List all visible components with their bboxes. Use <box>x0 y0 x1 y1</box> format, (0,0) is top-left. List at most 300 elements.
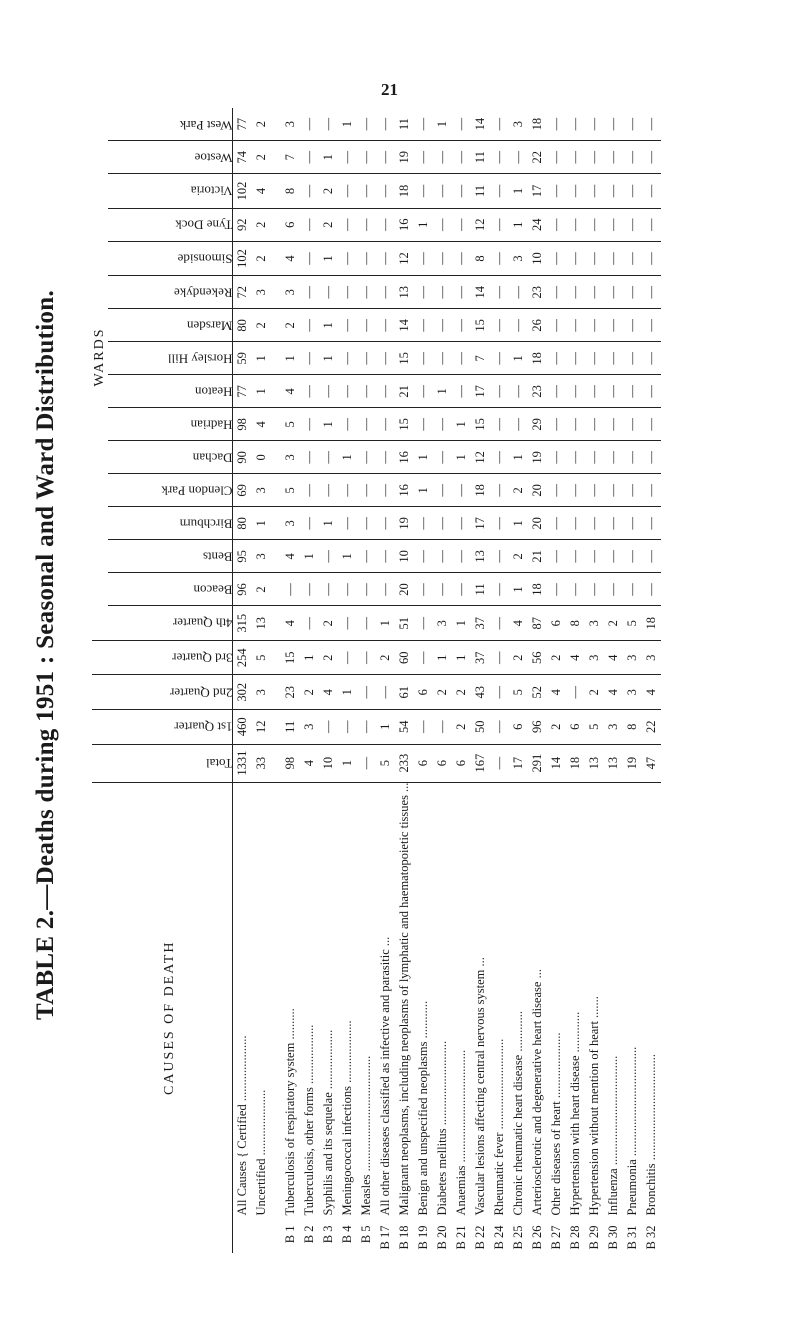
table-cell: 3 <box>585 606 604 641</box>
table-cell: — <box>338 507 357 540</box>
table-cell: — <box>566 342 585 375</box>
table-cell: — <box>357 573 376 606</box>
table-cell: 33 <box>252 744 271 782</box>
table-cell: — <box>623 507 642 540</box>
table-cell: 1 <box>509 208 528 241</box>
table-row <box>585 108 604 1253</box>
table-cell: 1 <box>338 675 357 710</box>
cause-label: Influenza ................................... <box>606 1055 620 1216</box>
table-cell: 2 <box>319 174 338 209</box>
table-cell: 1 <box>252 375 271 408</box>
table-cell: — <box>604 573 623 606</box>
table-cell: — <box>490 309 509 342</box>
table-cell: — <box>357 540 376 573</box>
table-cell: 19 <box>528 441 547 474</box>
table-cell: 7 <box>471 342 490 375</box>
table-cell: — <box>623 375 642 408</box>
table-cell: — <box>357 675 376 710</box>
table-cell: 4 <box>604 640 623 675</box>
table-cell: 1 <box>319 309 338 342</box>
table-cell: — <box>338 174 357 209</box>
table-cell: — <box>414 174 433 209</box>
column-header: Westoe <box>108 141 233 174</box>
table-cell: 2 <box>585 675 604 710</box>
table-cell: — <box>547 375 566 408</box>
table-cell: — <box>452 309 471 342</box>
cause-code: B 2 <box>302 1225 316 1244</box>
table-cell: — <box>433 309 452 342</box>
table-cell: 2 <box>252 208 271 241</box>
table-cell: — <box>642 441 661 474</box>
table-cell: — <box>376 375 395 408</box>
table-cell: 1 <box>319 141 338 174</box>
table-cell: — <box>566 208 585 241</box>
table-cell: 2 <box>376 640 395 675</box>
table-cell: — <box>300 342 319 375</box>
table-cell: 2 <box>452 675 471 710</box>
table-row <box>357 108 376 1253</box>
table-cell: — <box>414 408 433 441</box>
table-cell: 15 <box>395 408 414 441</box>
table-cell: — <box>547 342 566 375</box>
table-cell: — <box>547 573 566 606</box>
table-cell: 2 <box>300 675 319 710</box>
column-header: 4th Quarter <box>108 606 233 641</box>
table-cell: — <box>338 342 357 375</box>
table-cell: — <box>547 108 566 141</box>
table-cell: 11 <box>471 174 490 209</box>
table-cell: 5 <box>585 710 604 745</box>
table-cell: 19 <box>395 141 414 174</box>
column-header: Beacon <box>108 573 233 606</box>
table-cell: — <box>623 441 642 474</box>
table-cell: 167 <box>471 744 490 782</box>
table-cell: 6 <box>414 675 433 710</box>
table-cell: 14 <box>395 309 414 342</box>
table-cell: 23 <box>281 675 300 710</box>
table-cell: — <box>623 241 642 276</box>
table-cell: 19 <box>395 507 414 540</box>
table-cell: — <box>433 276 452 309</box>
table-cell: 13 <box>604 744 623 782</box>
table-cell: — <box>623 342 642 375</box>
table-cell: — <box>376 474 395 507</box>
table-cell: — <box>547 276 566 309</box>
table-cell: — <box>585 108 604 141</box>
table-cell: 12 <box>471 441 490 474</box>
table-cell: — <box>433 441 452 474</box>
table-cell: — <box>338 309 357 342</box>
table-cell: — <box>642 573 661 606</box>
table-cell: 1 <box>300 540 319 573</box>
table-cell: — <box>433 208 452 241</box>
table-cell: 4 <box>642 675 661 710</box>
table-cell: 2 <box>252 573 271 606</box>
table-cell: 10 <box>319 744 338 782</box>
table-cell: — <box>642 174 661 209</box>
table-cell: 3 <box>252 675 271 710</box>
table-cell: — <box>566 540 585 573</box>
table-cell: 1 <box>376 606 395 641</box>
table-cell: — <box>414 276 433 309</box>
table-cell: — <box>642 507 661 540</box>
table-cell: — <box>547 507 566 540</box>
table-cell: 80 <box>233 507 253 540</box>
table-cell: 5 <box>252 640 271 675</box>
table-cell: 102 <box>233 241 253 276</box>
column-header: Hadrian <box>108 408 233 441</box>
table-cell: — <box>642 141 661 174</box>
table-cell: 1 <box>338 744 357 782</box>
table-cell: — <box>300 474 319 507</box>
table-cell: — <box>547 309 566 342</box>
table-cell: 51 <box>395 606 414 641</box>
table-cell: 6 <box>281 208 300 241</box>
table-cell: 2 <box>281 309 300 342</box>
table-cell: — <box>414 309 433 342</box>
gap-row <box>271 108 281 1253</box>
column-header: Tyne Dock <box>108 208 233 241</box>
cause-code: B 20 <box>435 1225 449 1250</box>
table-cell: 14 <box>547 744 566 782</box>
table-cell: — <box>433 408 452 441</box>
table-cell: 1 <box>452 606 471 641</box>
table-cell: 4 <box>566 640 585 675</box>
table-cell: — <box>357 606 376 641</box>
table-cell: — <box>452 208 471 241</box>
table-cell: 50 <box>471 710 490 745</box>
table-cell: 17 <box>509 744 528 782</box>
table-cell: 1 <box>338 540 357 573</box>
column-header: Bents <box>108 540 233 573</box>
table-cell: 2 <box>252 309 271 342</box>
table-cell: — <box>338 208 357 241</box>
table-cell: 69 <box>233 474 253 507</box>
cause-label: Meningococcal infections .................... <box>340 1020 354 1216</box>
table-row <box>414 108 433 1253</box>
table-cell: 17 <box>528 174 547 209</box>
table-cell: — <box>376 342 395 375</box>
table-cell: 2 <box>604 606 623 641</box>
table-cell: 11 <box>471 573 490 606</box>
table-cell: — <box>357 241 376 276</box>
table-cell: — <box>452 540 471 573</box>
table-cell: 22 <box>528 141 547 174</box>
table-cell: — <box>623 408 642 441</box>
table-cell: 5 <box>281 474 300 507</box>
table-cell: 2 <box>547 710 566 745</box>
table-cell: — <box>623 108 642 141</box>
table-cell: — <box>585 208 604 241</box>
table-cell: — <box>357 474 376 507</box>
table-cell: — <box>604 342 623 375</box>
table-cell: — <box>433 474 452 507</box>
table-cell: 29 <box>528 408 547 441</box>
table-cell: 1 <box>452 441 471 474</box>
table-cell: 20 <box>528 507 547 540</box>
table-cell: — <box>357 507 376 540</box>
table-cell: — <box>452 474 471 507</box>
table-cell: — <box>319 375 338 408</box>
table-cell: — <box>319 474 338 507</box>
table-cell: — <box>490 241 509 276</box>
table-cell: — <box>585 408 604 441</box>
cause-label: Chronic rheumatic heart disease ............. <box>511 1011 525 1216</box>
table-title-text: TABLE 2.—Deaths during 1951 : Seasonal and Ward Distribution. <box>32 289 59 1021</box>
table-cell: — <box>623 276 642 309</box>
table-cell: — <box>585 540 604 573</box>
table-cell: — <box>642 276 661 309</box>
table-cell: 18 <box>528 108 547 141</box>
table-cell: — <box>490 744 509 782</box>
table-cell: 3 <box>281 276 300 309</box>
table-cell: — <box>490 342 509 375</box>
table-cell: — <box>300 507 319 540</box>
cause-code: B 29 <box>587 1225 601 1250</box>
table-cell: 1 <box>433 375 452 408</box>
table-cell: — <box>452 342 471 375</box>
table-cell: — <box>490 675 509 710</box>
table-row <box>566 108 585 1253</box>
table-cell: 291 <box>528 744 547 782</box>
table-row <box>471 108 490 1253</box>
column-header: West Park <box>108 108 233 141</box>
table-cell: 6 <box>566 710 585 745</box>
table-cell: 4 <box>281 375 300 408</box>
table-cell: — <box>604 241 623 276</box>
table-row <box>528 108 547 1253</box>
table-cell: 13 <box>471 540 490 573</box>
table-cell: — <box>452 507 471 540</box>
table-cell: — <box>376 408 395 441</box>
table-cell: — <box>319 108 338 141</box>
table-cell: 14 <box>471 276 490 309</box>
header-row <box>108 108 233 1253</box>
table-cell: — <box>623 573 642 606</box>
table-cell: — <box>357 710 376 745</box>
table-cell: 16 <box>395 441 414 474</box>
cause-code: B 27 <box>549 1225 563 1250</box>
table-cell: — <box>357 441 376 474</box>
table-cell: — <box>300 408 319 441</box>
table-cell: 13 <box>585 744 604 782</box>
table-cell: 37 <box>471 606 490 641</box>
table-cell: — <box>433 573 452 606</box>
table-cell: — <box>623 540 642 573</box>
table-cell: — <box>490 276 509 309</box>
table-cell: — <box>300 606 319 641</box>
table-cell: 302 <box>233 675 253 710</box>
table-cell: 24 <box>528 208 547 241</box>
table-cell: 60 <box>395 640 414 675</box>
table-cell: — <box>642 108 661 141</box>
table-row <box>376 108 395 1253</box>
table-cell: 1 <box>414 208 433 241</box>
cause-code: B 31 <box>625 1225 639 1250</box>
table-cell: 13 <box>252 606 271 641</box>
table-cell: 96 <box>233 573 253 606</box>
table-cell: — <box>604 309 623 342</box>
table-cell: 54 <box>395 710 414 745</box>
table-cell: — <box>566 474 585 507</box>
cause-code: B 32 <box>644 1225 658 1250</box>
table-cell: — <box>357 408 376 441</box>
table-cell: — <box>357 208 376 241</box>
table-cell: 11 <box>471 141 490 174</box>
cause-label: Benign and unspecified neoplasms ............ <box>416 1000 430 1216</box>
table-cell: 6 <box>452 744 471 782</box>
table-cell: 2 <box>509 474 528 507</box>
table-cell: 3 <box>281 507 300 540</box>
table-cell: — <box>585 375 604 408</box>
table-cell: — <box>490 540 509 573</box>
table-cell: — <box>414 241 433 276</box>
table-cell: 4 <box>604 675 623 710</box>
table-cell: — <box>338 606 357 641</box>
table-cell: 3 <box>509 241 528 276</box>
table-cell: 17 <box>471 375 490 408</box>
table-cell: — <box>490 375 509 408</box>
table-cell: — <box>604 474 623 507</box>
cause-label: Hypertension with heart disease ............. <box>568 1011 582 1216</box>
table-cell: 1 <box>414 474 433 507</box>
table-cell: 15 <box>471 408 490 441</box>
table-cell: 1331 <box>233 744 253 782</box>
table-cell: — <box>490 507 509 540</box>
table-cell: 1 <box>319 241 338 276</box>
table-cell: 6 <box>433 744 452 782</box>
table-cell: 315 <box>233 606 253 641</box>
table-cell: — <box>566 276 585 309</box>
table-cell: — <box>604 174 623 209</box>
table-cell: 1 <box>509 507 528 540</box>
table-cell: 4 <box>281 241 300 276</box>
table-cell: 77 <box>233 108 253 141</box>
table-cell: — <box>433 540 452 573</box>
table-cell: — <box>338 474 357 507</box>
table-cell: 3 <box>252 474 271 507</box>
table-cell: — <box>376 573 395 606</box>
table-cell: — <box>376 309 395 342</box>
table-cell: — <box>566 375 585 408</box>
table-cell: — <box>300 141 319 174</box>
table-cell: 1 <box>509 342 528 375</box>
table-cell: — <box>357 141 376 174</box>
table-cell: 3 <box>623 675 642 710</box>
cause-label: Pneumonia ................................... <box>625 1046 639 1216</box>
cause-code: B 30 <box>606 1225 620 1250</box>
table-cell: 0 <box>252 441 271 474</box>
table-cell: — <box>357 640 376 675</box>
table-cell: — <box>376 675 395 710</box>
table-cell: — <box>338 573 357 606</box>
table-cell: — <box>300 241 319 276</box>
table-cell: 3 <box>642 640 661 675</box>
table-cell: 2 <box>509 640 528 675</box>
table-cell: — <box>319 540 338 573</box>
table-cell: — <box>585 474 604 507</box>
table-cell: — <box>433 710 452 745</box>
table-cell: 18 <box>566 744 585 782</box>
table-cell: 2 <box>509 540 528 573</box>
table-row <box>252 108 271 1253</box>
table-cell: — <box>585 441 604 474</box>
table-cell: 8 <box>623 710 642 745</box>
cause-code: B 19 <box>416 1225 430 1250</box>
table-cell: — <box>357 108 376 141</box>
table-cell: 1 <box>452 408 471 441</box>
table-cell: — <box>490 474 509 507</box>
table-cell: — <box>623 208 642 241</box>
table-cell: 5 <box>376 744 395 782</box>
cause-code: B 17 <box>378 1225 392 1250</box>
table-cell: — <box>623 141 642 174</box>
column-header: Total <box>108 744 233 782</box>
table-cell: 23 <box>528 375 547 408</box>
table-cell: 5 <box>623 606 642 641</box>
table-cell: 3 <box>604 710 623 745</box>
table-cell: 5 <box>509 675 528 710</box>
table-cell: — <box>490 573 509 606</box>
table-cell: — <box>509 141 528 174</box>
table-cell: — <box>547 141 566 174</box>
table-cell: — <box>357 309 376 342</box>
table-cell: — <box>490 640 509 675</box>
table-cell: 1 <box>376 710 395 745</box>
table-cell: — <box>452 141 471 174</box>
table-cell: — <box>509 309 528 342</box>
table-cell: — <box>566 174 585 209</box>
cause-label: Malignant neoplasms, including neoplasms of lymphatic and haematopoietic tissues ... <box>397 782 411 1216</box>
table-cell: 95 <box>233 540 253 573</box>
column-header: 3rd Quarter <box>108 640 233 675</box>
table-row <box>281 108 300 1253</box>
table-cell: — <box>490 141 509 174</box>
table-cell: — <box>604 375 623 408</box>
cause-code: B 26 <box>530 1225 544 1250</box>
table-cell: 3 <box>433 606 452 641</box>
column-header: 1st Quarter <box>108 710 233 745</box>
table-cell: — <box>490 441 509 474</box>
table-cell: 1 <box>338 441 357 474</box>
table-cell: — <box>338 375 357 408</box>
table-cell: 3 <box>300 710 319 745</box>
table-cell: 4 <box>281 540 300 573</box>
table-cell: 3 <box>623 640 642 675</box>
table-cell: 8 <box>566 606 585 641</box>
table-cell: — <box>300 441 319 474</box>
table-cell: 6 <box>414 744 433 782</box>
table-cell: — <box>414 540 433 573</box>
cause-code: B 21 <box>454 1225 468 1250</box>
table-cell: 72 <box>233 276 253 309</box>
column-header: Marsden <box>108 309 233 342</box>
table-cell: — <box>433 507 452 540</box>
table-cell: 18 <box>528 573 547 606</box>
table-cell: 8 <box>281 174 300 209</box>
table-cell: 1 <box>509 573 528 606</box>
table-cell: — <box>357 276 376 309</box>
table-row <box>338 108 357 1253</box>
table-cell: — <box>319 573 338 606</box>
table-cell: 15 <box>395 342 414 375</box>
table-cell: 92 <box>233 208 253 241</box>
table-cell: — <box>604 408 623 441</box>
table-cell: — <box>433 141 452 174</box>
table-cell: 4 <box>281 606 300 641</box>
table-cell: — <box>604 108 623 141</box>
table-cell: — <box>376 174 395 209</box>
